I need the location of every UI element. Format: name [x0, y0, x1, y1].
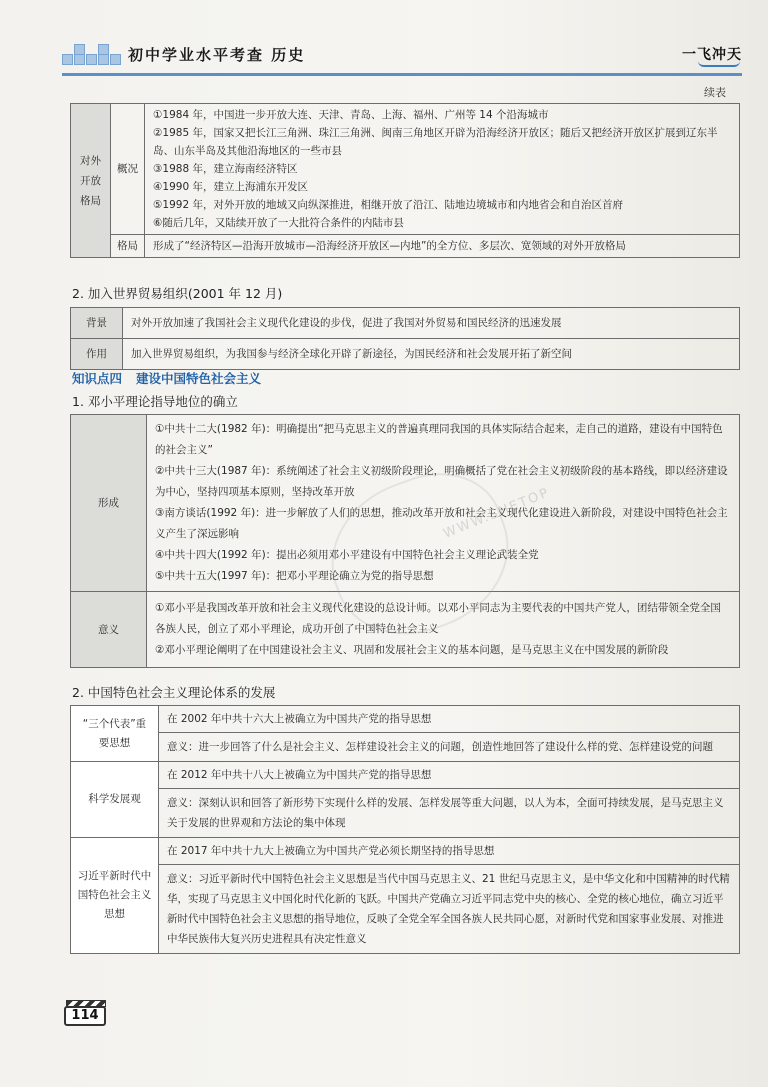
knowledge-point-label: 知识点四 [72, 371, 123, 386]
category-label: 对外开放格局 [80, 154, 101, 207]
overview-item: ⑥随后几年，又陆续开放了一大批符合条件的内陆市县 [153, 217, 404, 229]
overview-item: ⑤1992 年，对外开放的地域又向纵深推进，相继开放了沿江、陆地边境城市和内地省会和自治区首府 [153, 199, 623, 211]
group-row: 在 2012 年中共十八大上被确立为中国共产党的指导思想 [159, 762, 740, 789]
overview-item: ②1985 年，国家又把长江三角洲、珠江三角洲、闽南三角地区开辟为沿海经济开放区；随后又把经济开放区扩展到辽东半岛、山东半岛及其他沿海地区的一些市县 [153, 127, 718, 157]
section-heading-wto: 2. 加入世界贸易组织(2001 年 12 月) [72, 286, 283, 301]
wto-background-text: 对外开放加速了我国社会主义现代化建设的步伐，促进了我国对外贸易和国民经济的迅速发展 [123, 308, 740, 339]
xi-thought-label [71, 838, 159, 954]
page-number: 114 [71, 1008, 99, 1023]
pattern-label: 格局 [111, 235, 145, 258]
wto-effect-text: 加入世界贸易组织，为我国参与经济全球化开辟了新途径，为国民经济和社会发展开拓了新空间 [123, 339, 740, 370]
formation-label: 形成 [71, 415, 147, 592]
formation-item: ②中共十三大(1987 年)：系统阐述了社会主义初级阶段理论，明确概括了党在社会主义初级阶段的基本路线，即以经济建设为中心，坚持四项基本原则，坚持改革开放 [155, 465, 728, 498]
overview-item: ①1984 年，中国进一步开放大连、天津、青岛、上海、福州、广州等 14 个沿海城市 [153, 109, 549, 121]
group-label-text: 科学发展观 [88, 793, 141, 805]
significance-item: ①邓小平是我国改革开放和社会主义现代化建设的总设计师。以邓小平同志为主要代表的中国共产党人，团结带领全党全国各族人民，创立了邓小平理论，成功开创了中国特色社会主义 [155, 602, 721, 635]
formation-item: ①中共十二大(1982 年)：明确提出“把马克思主义的普遍真理同我国的具体实际结合起来，走自己的道路，建设有中国特色的社会主义” [155, 423, 723, 456]
theory-system-table [70, 705, 740, 954]
wto-effect-label: 作用 [71, 339, 123, 370]
scientific-outlook-label [71, 762, 159, 838]
brand-swoosh-icon [698, 61, 740, 67]
knowledge-point-heading [72, 369, 275, 387]
three-represents-label [71, 706, 159, 762]
brand-logo: 一飞冲天 [682, 47, 742, 63]
significance-label: 意义 [71, 592, 147, 668]
page-header [62, 38, 742, 78]
significance-item: ②邓小平理论阐明了在中国建设社会主义、巩固和发展社会主义的基本问题，是马克思主义在中国发展的新阶段 [155, 644, 669, 656]
group-label-text: “三个代表”重要思想 [82, 717, 147, 749]
section-heading-theory-system: 2. 中国特色社会主义理论体系的发展 [72, 685, 276, 700]
group-row: 在 2002 年中共十六大上被确立为中国共产党的指导思想 [159, 706, 740, 733]
opening-pattern-table [70, 103, 740, 258]
book-title: 初中学业水平考查 历史 [128, 46, 306, 64]
section-heading-deng-theory: 1. 邓小平理论指导地位的确立 [72, 394, 238, 409]
formation-item: ⑤中共十五大(1997 年)：把邓小平理论确立为党的指导思想 [155, 570, 434, 582]
clapper-stripes-icon [66, 1000, 106, 1007]
overview-content [145, 104, 740, 235]
page-number-badge [64, 1000, 108, 1026]
category-cell [71, 104, 111, 258]
group-label-text: 习近平新时代中国特色社会主义思想 [77, 870, 152, 920]
knowledge-point-title: 建设中国特色社会主义 [136, 371, 262, 386]
header-logo-icon [62, 44, 122, 74]
pattern-text: 形成了“经济特区—沿海开放城市—沿海经济开放区—内地”的全方位、多层次、宽领域的对外开放格局 [145, 235, 740, 258]
group-row: 意义：深刻认识和回答了新形势下实现什么样的发展、怎样发展等重大问题，以人为本，全面可持续发展，是马克思主义关于发展的世界观和方法论的集中体现 [159, 789, 740, 838]
formation-item: ④中共十四大(1992 年)：提出必须用邓小平建设有中国特色社会主义理论武装全党 [155, 549, 539, 561]
wto-table [70, 307, 740, 370]
continued-label: 续表 [704, 86, 726, 99]
group-row: 在 2017 年中共十九大上被确立为中国共产党必须长期坚持的指导思想 [159, 838, 740, 865]
wto-background-label: 背景 [71, 308, 123, 339]
group-row: 意义：习近平新时代中国特色社会主义思想是当代中国马克思主义、21 世纪马克思主义，是中华文化和中国精神的时代精华，实现了马克思主义中国化时代化新的飞跃。中国共产党确立习近平同志党中央的核心、全党的核心地位，确立习近平新时代中国特色社会主义思想的指导地位，反映了全党全军全国各族人民共同心愿，对新时代党和国家事业发展、对推进中华民族伟大复兴历史进程具有决定性意义 [159, 865, 740, 954]
overview-item: ③1988 年，建立海南经济特区 [153, 163, 298, 175]
overview-item: ④1990 年，建立上海浦东开发区 [153, 181, 308, 193]
overview-label: 概况 [111, 104, 145, 235]
watermark-text: WWW.SHETOP [441, 485, 553, 542]
header-rule [62, 73, 742, 76]
group-row: 意义：进一步回答了什么是社会主义、怎样建设社会主义的问题，创造性地回答了建设什么样的党、怎样建设党的问题 [159, 733, 740, 762]
formation-item: ③南方谈话(1992 年)：进一步解放了人们的思想，推动改革开放和社会主义现代化建设进入新阶段，对建设中国特色社会主义产生了深远影响 [155, 507, 728, 540]
